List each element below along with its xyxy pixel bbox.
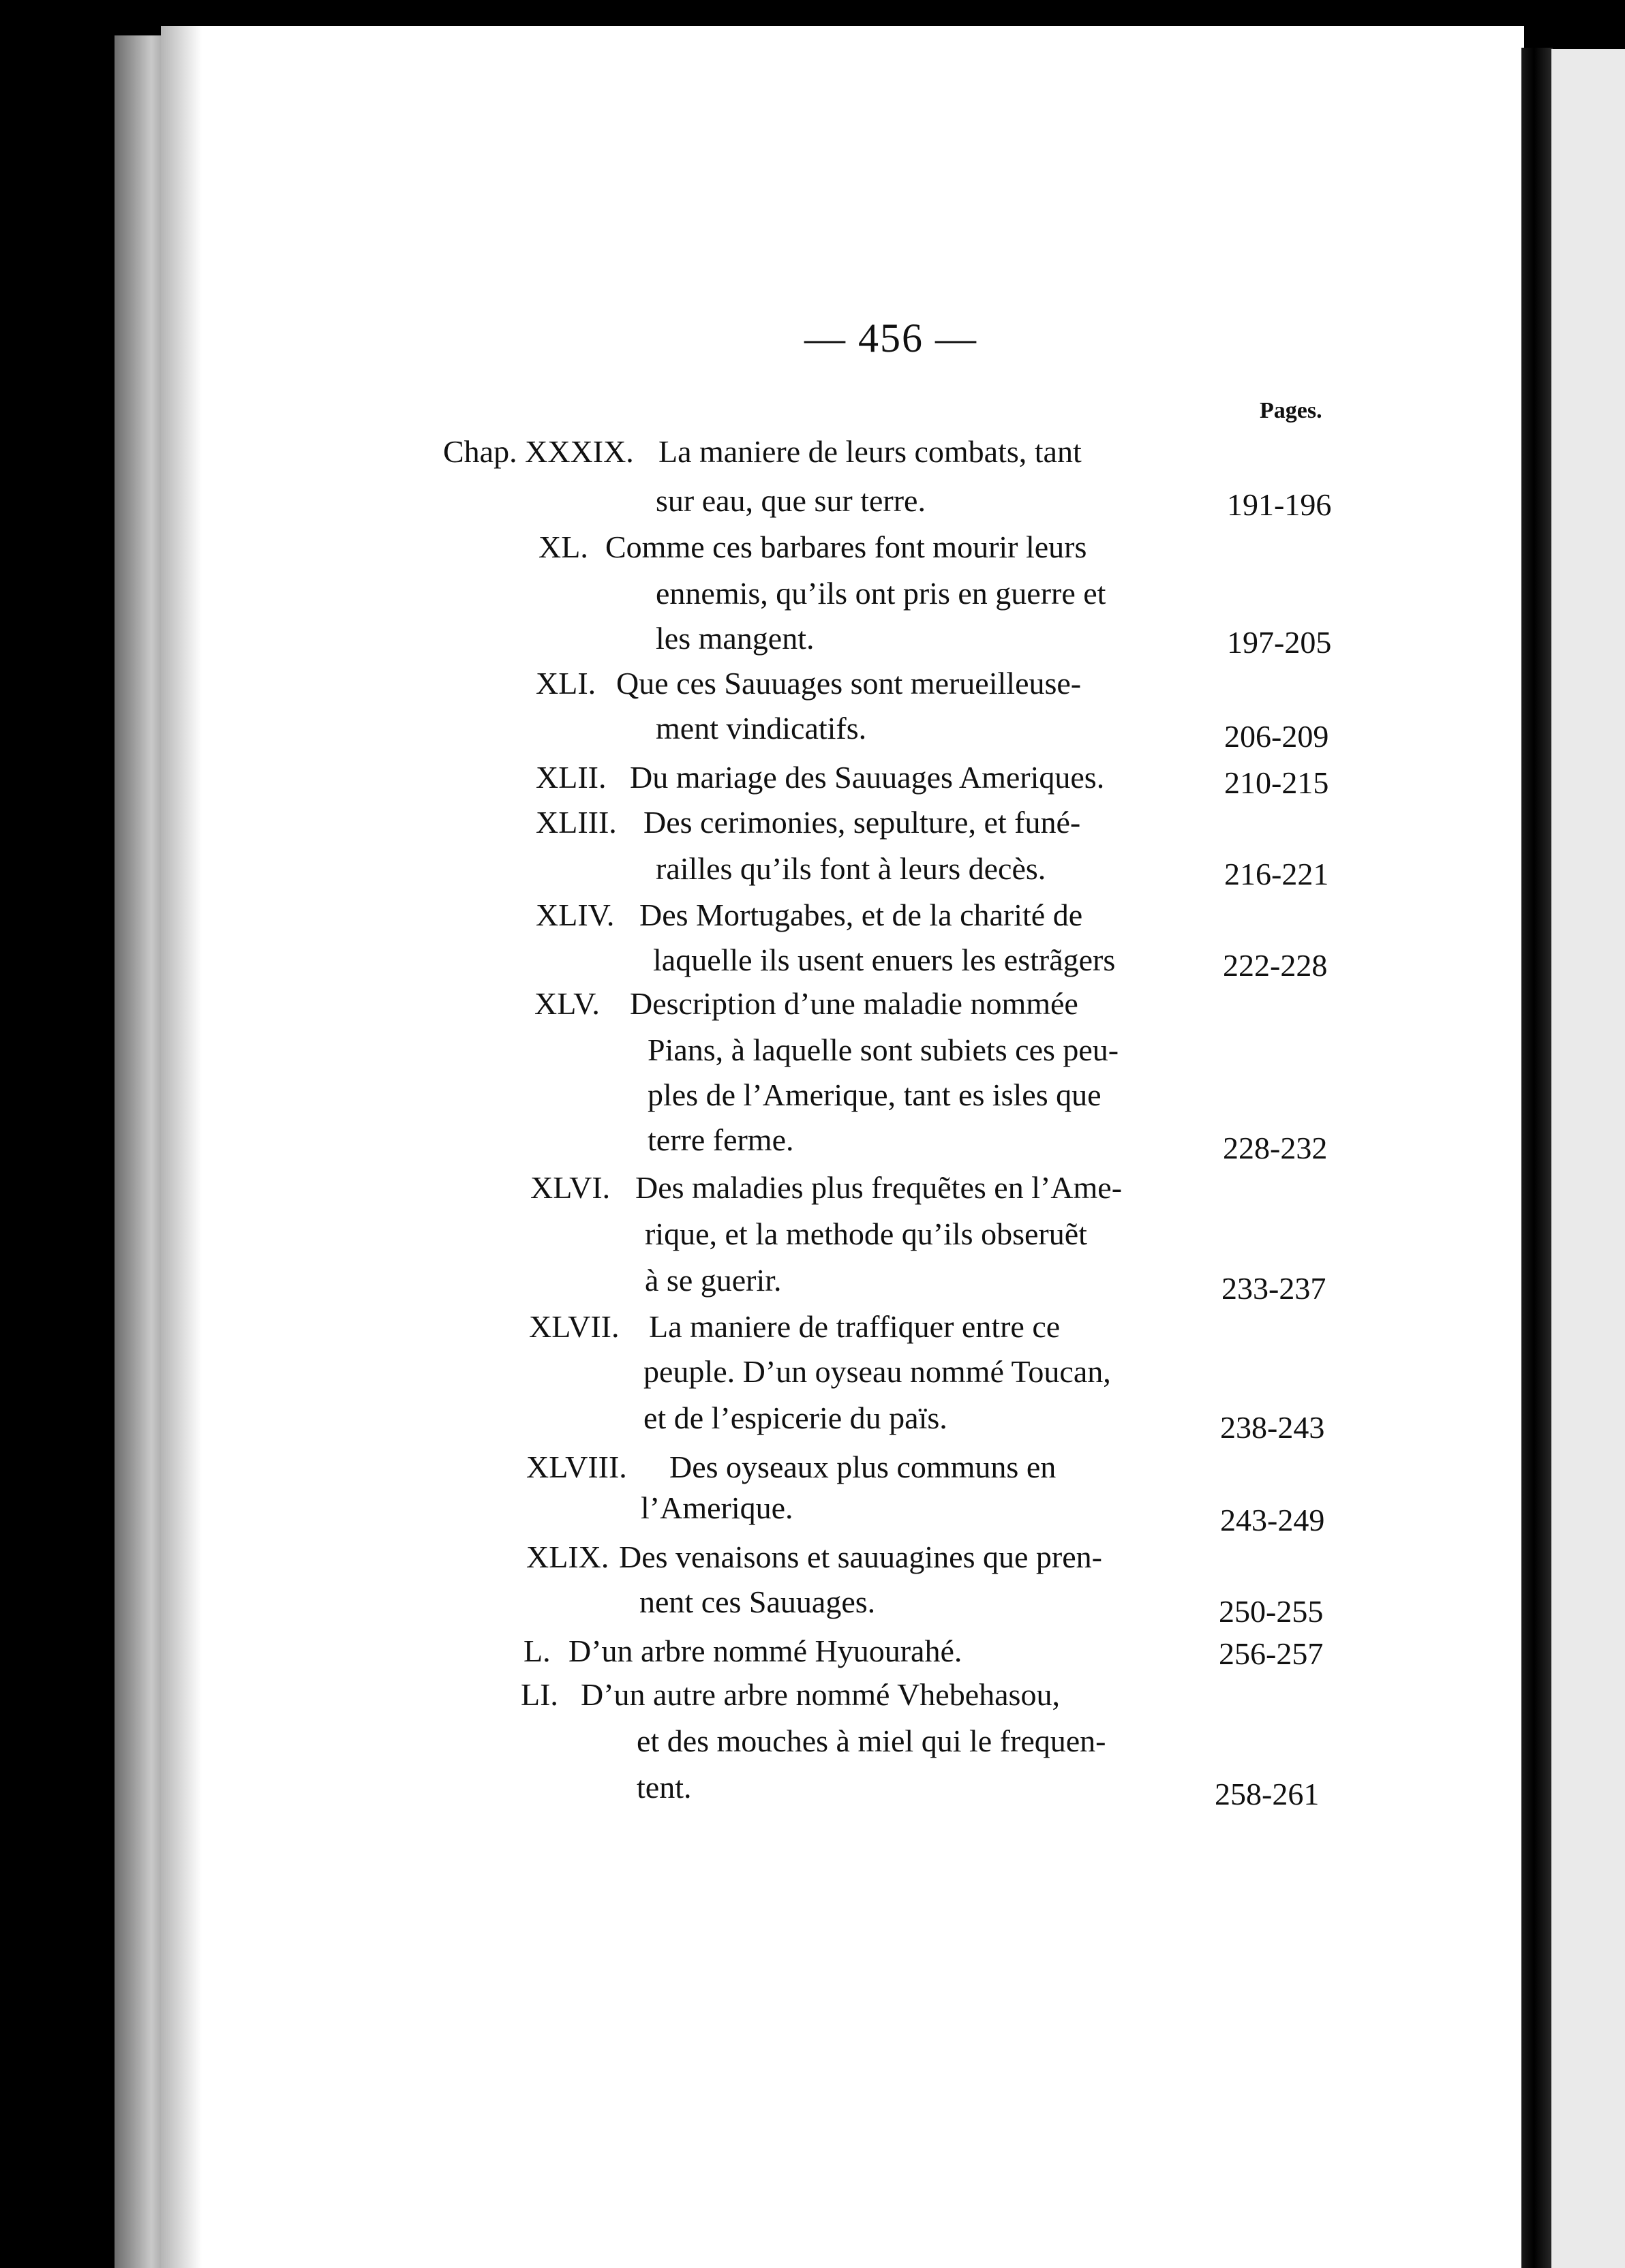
- toc-entry-line: Des Mortugabes, et de la charité de: [639, 898, 1083, 932]
- toc-entry-line: ment vindicatifs.: [656, 711, 867, 746]
- toc-entry-label: XLI.: [536, 666, 596, 701]
- toc-entry-line: D’un arbre nommé Hyuourahé.: [568, 1634, 962, 1668]
- toc-entry-line: sur eau, que sur terre.: [656, 483, 926, 518]
- toc-entry-line: Pians, à laquelle sont subiets ces peu-: [648, 1032, 1119, 1067]
- facing-page-edge: [1551, 49, 1625, 2268]
- toc-entry-pages: 197-205: [1227, 625, 1332, 660]
- page-shadow: [161, 26, 202, 2268]
- toc-entry-line: La maniere de leurs combats, tant: [658, 434, 1082, 469]
- toc-entry-pages: 238-243: [1220, 1410, 1325, 1445]
- toc-entry-line: Description d’une maladie nommée: [630, 986, 1078, 1021]
- toc-entry-line: l’Amerique.: [641, 1490, 793, 1525]
- toc-entry-label: XLIV.: [536, 898, 615, 932]
- toc-entry-line: à se guerir.: [645, 1263, 782, 1298]
- toc-entry-line: Que ces Sauuages sont merueilleuse-: [616, 666, 1082, 701]
- toc-entry-label: XLVI.: [530, 1170, 611, 1205]
- toc-entry-label: XL.: [538, 530, 588, 564]
- toc-entry-pages: 222-228: [1223, 948, 1328, 983]
- toc-entry-label: Chap. XXXIX.: [443, 434, 634, 469]
- toc-entry-line: laquelle ils usent enuers les estrãgers: [653, 943, 1116, 977]
- toc-entry-line: D’un autre arbre nommé Vhebehasou,: [581, 1677, 1060, 1712]
- toc-entry-line: et des mouches à miel qui le frequen-: [637, 1723, 1106, 1758]
- toc-entry-pages: 228-232: [1223, 1131, 1328, 1165]
- toc-entry-line: tent.: [637, 1770, 692, 1805]
- toc-entry-line: railles qu’ils font à leurs decès.: [656, 851, 1046, 886]
- toc-entry-line: Des maladies plus frequẽtes en l’Ame-: [635, 1170, 1123, 1205]
- toc-entry-line: Des oyseaux plus communs en: [669, 1450, 1057, 1484]
- toc-entry-pages: 191-196: [1227, 487, 1332, 522]
- toc-entry-label: XLIII.: [536, 805, 617, 840]
- toc-entry-label: XLVII.: [529, 1309, 620, 1344]
- toc-entry-pages: 258-261: [1215, 1777, 1320, 1811]
- toc-entry-line: rique, et la methode qu’ils obseruẽt: [645, 1216, 1087, 1251]
- toc-entry-pages: 206-209: [1224, 719, 1329, 754]
- toc-entry-label: XLVIII.: [526, 1450, 627, 1484]
- toc-entry-line: terre ferme.: [648, 1122, 794, 1157]
- toc-entry-line: ples de l’Amerique, tant es isles que: [648, 1077, 1102, 1112]
- toc-entry-line: Du mariage des Sauuages Ameriques.: [630, 760, 1105, 795]
- toc-entry-pages: 256-257: [1219, 1636, 1324, 1671]
- toc-entry-label: L.: [523, 1634, 551, 1668]
- toc-entry-line: Comme ces barbares font mourir leurs: [605, 530, 1087, 564]
- book-gutter: [1521, 48, 1553, 2268]
- toc-entry-line: Des venaisons et sauuagines que pren-: [619, 1539, 1102, 1574]
- toc-entry-label: XLV.: [534, 986, 600, 1021]
- toc-entry-pages: 233-237: [1221, 1271, 1326, 1306]
- page-number: — 456 —: [804, 316, 977, 361]
- toc-entry-pages: 243-249: [1220, 1503, 1325, 1537]
- toc-entry-line: La maniere de traffiquer entre ce: [649, 1309, 1061, 1344]
- toc-entry-label: XLII.: [536, 760, 607, 795]
- toc-entry-line: ennemis, qu’ils ont pris en guerre et: [656, 576, 1106, 611]
- toc-entry-line: nent ces Sauuages.: [639, 1584, 876, 1619]
- toc-entry-label: LI.: [521, 1677, 558, 1712]
- toc-entry-label: XLIX.: [526, 1539, 609, 1574]
- toc-entry-line: peuple. D’un oyseau nommé Toucan,: [643, 1354, 1111, 1389]
- toc-entry-pages: 216-221: [1224, 857, 1329, 891]
- toc-entry-line: les mangent.: [656, 621, 815, 656]
- toc-entry-pages: 210-215: [1224, 765, 1329, 800]
- toc-entry-pages: 250-255: [1219, 1594, 1324, 1629]
- pages-column-label: Pages.: [1260, 398, 1322, 423]
- toc-entry-line: et de l’espicerie du païs.: [643, 1400, 947, 1435]
- toc-entry-line: Des cerimonies, sepulture, et funé-: [643, 805, 1081, 840]
